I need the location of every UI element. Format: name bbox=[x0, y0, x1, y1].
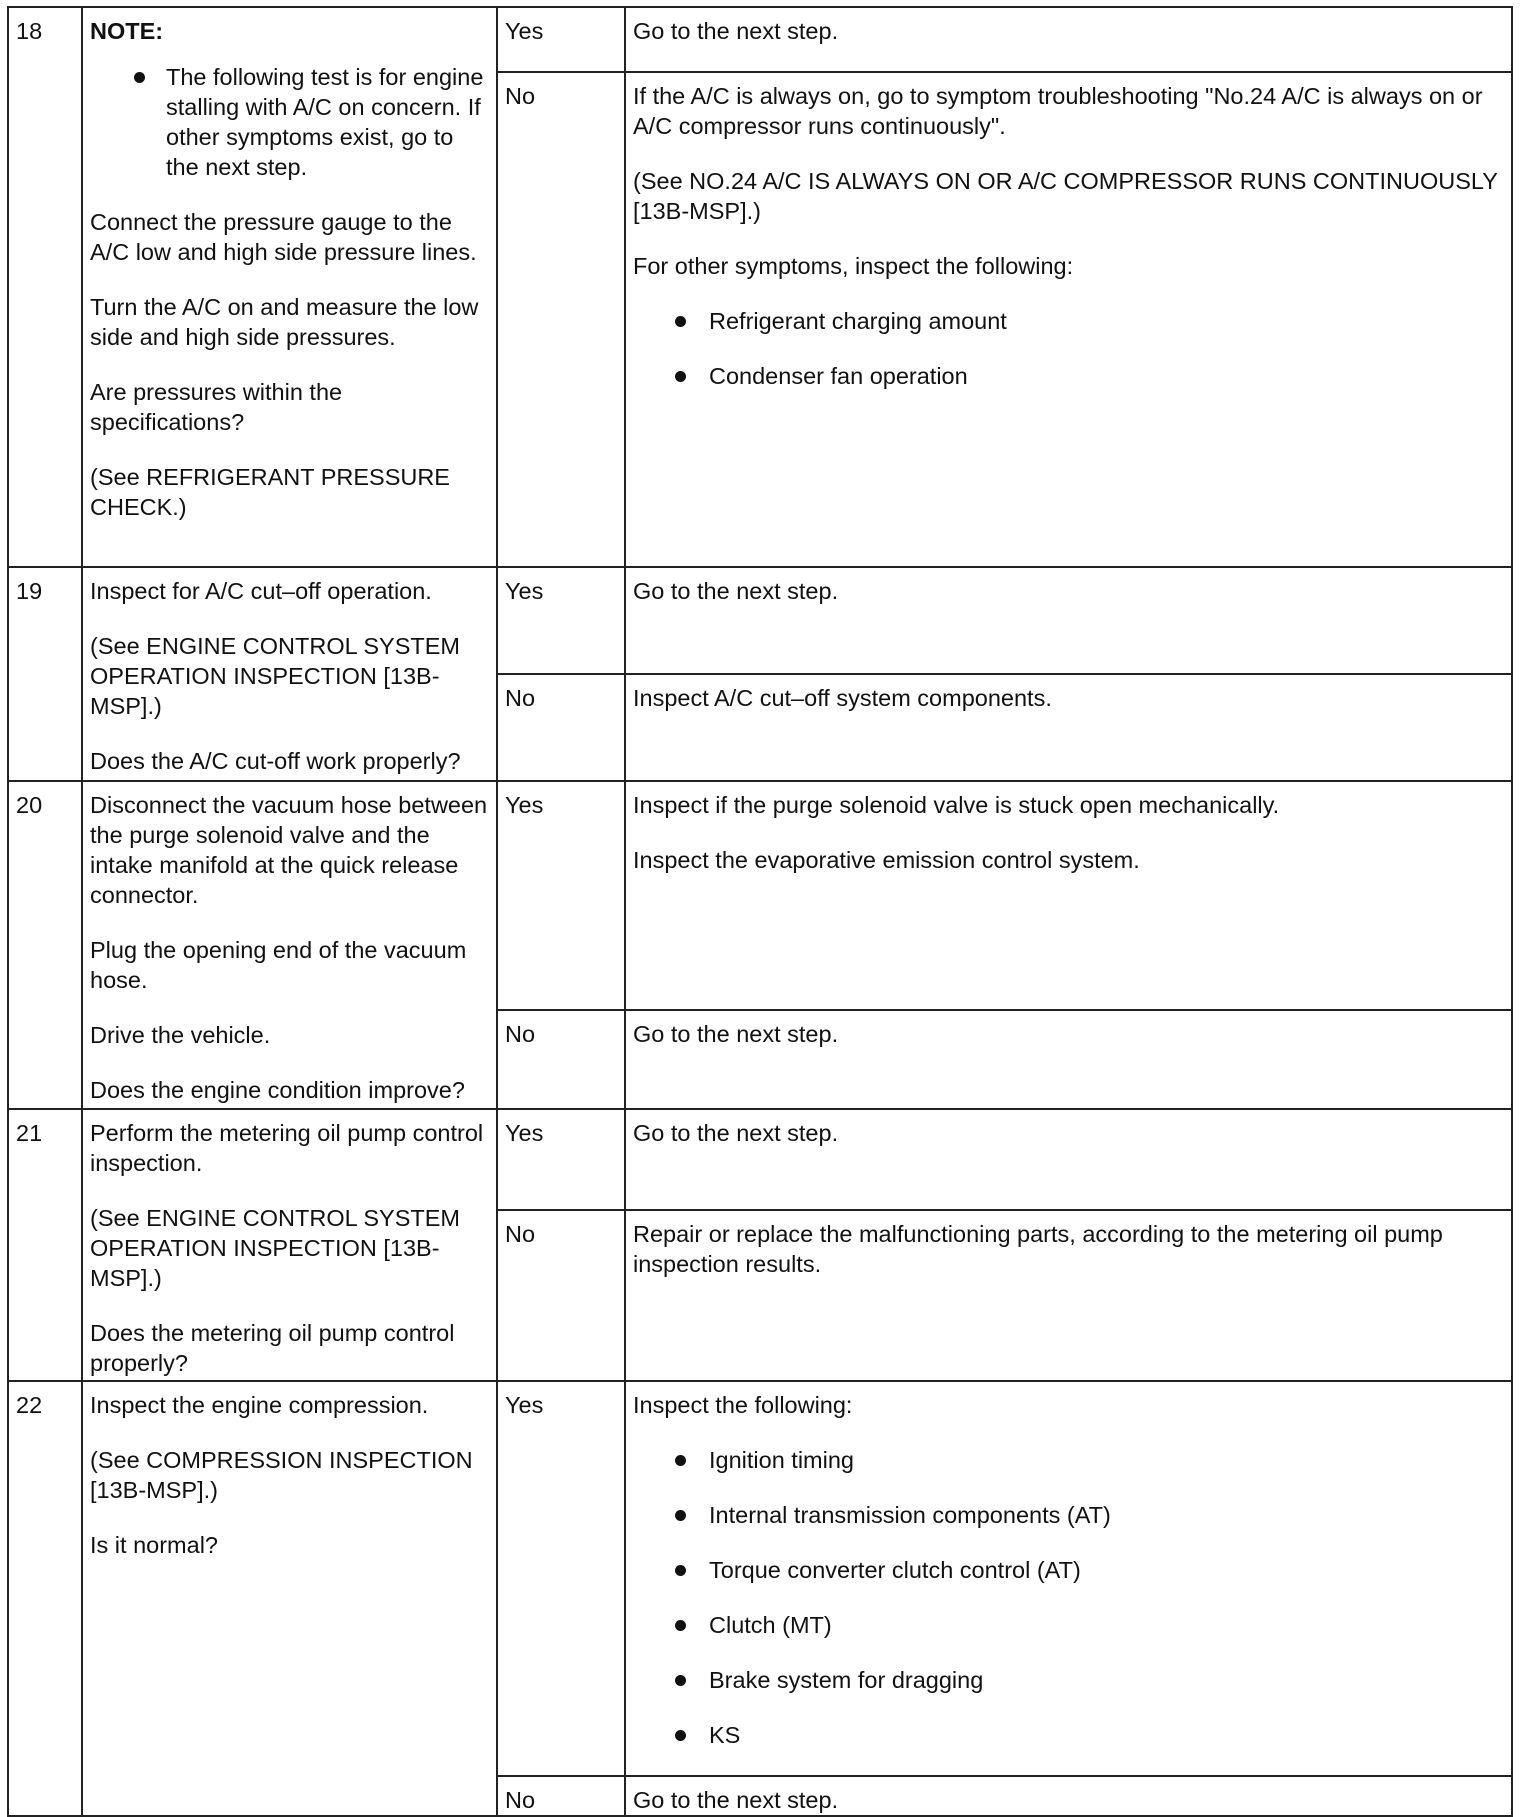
answer-yes: Yes bbox=[497, 1109, 625, 1210]
result-item-text: Refrigerant charging amount bbox=[709, 308, 1007, 334]
result-no bbox=[625, 72, 1512, 567]
result-item bbox=[633, 1445, 1504, 1475]
note-text: The following test is for engine stalling with A/C on concern. If other symptoms exist, go to the next step. bbox=[166, 64, 484, 180]
result-yes: Go to the next step. bbox=[625, 7, 1512, 72]
step-action bbox=[82, 781, 497, 1109]
step-number: 19 bbox=[8, 567, 82, 781]
result-item-text: Brake system for dragging bbox=[709, 1667, 984, 1693]
answer-no: No bbox=[497, 1010, 625, 1109]
result-text: Inspect the following: bbox=[633, 1392, 853, 1418]
result-list bbox=[633, 306, 1504, 391]
action-question: Does the engine condition improve? bbox=[90, 1077, 465, 1103]
step-action bbox=[82, 567, 497, 781]
action-text: Connect the pressure gauge to the A/C low and high side pressure lines. bbox=[90, 209, 477, 265]
answer-yes: Yes bbox=[497, 781, 625, 1010]
step-21-yes-row bbox=[8, 1109, 1512, 1210]
step-action bbox=[82, 7, 497, 567]
action-question: Does the A/C cut-off work properly? bbox=[90, 748, 461, 774]
action-text: Turn the A/C on and measure the low side and high side pressures. bbox=[90, 294, 479, 350]
result-yes: Go to the next step. bbox=[625, 1109, 1512, 1210]
result-item-text: KS bbox=[709, 1722, 741, 1748]
result-text: If the A/C is always on, go to symptom troubleshooting "No.24 A/C is always on or A/C compressor runs continuously". bbox=[633, 83, 1483, 139]
action-text: Disconnect the vacuum hose between the purge solenoid valve and the intake manifold at the quick release connector. bbox=[90, 792, 488, 908]
answer-no: No bbox=[497, 1210, 625, 1381]
note-item bbox=[90, 62, 489, 182]
result-item bbox=[633, 1500, 1504, 1530]
result-reference: (See NO.24 A/C IS ALWAYS ON OR A/C COMPRESSOR RUNS CONTINUOUSLY [13B-MSP].) bbox=[633, 168, 1498, 224]
action-reference: (See ENGINE CONTROL SYSTEM OPERATION INSPECTION [13B-MSP].) bbox=[90, 633, 460, 719]
action-text: Inspect for A/C cut–off operation. bbox=[90, 578, 432, 604]
step-action bbox=[82, 1109, 497, 1381]
step-18-yes-row bbox=[8, 7, 1512, 72]
answer-no: No bbox=[497, 674, 625, 781]
result-text: Inspect the evaporative emission control system. bbox=[633, 847, 1140, 873]
result-item-text: Internal transmission components (AT) bbox=[709, 1502, 1111, 1528]
action-question: Are pressures within the specifications? bbox=[90, 379, 343, 435]
action-text: Drive the vehicle. bbox=[90, 1022, 271, 1048]
action-question: Does the metering oil pump control properly? bbox=[90, 1320, 455, 1376]
action-text: Inspect the engine compression. bbox=[90, 1392, 429, 1418]
result-item-text: Condenser fan operation bbox=[709, 363, 968, 389]
step-number: 21 bbox=[8, 1109, 82, 1381]
action-reference: (See ENGINE CONTROL SYSTEM OPERATION INSPECTION [13B-MSP].) bbox=[90, 1205, 460, 1291]
result-yes: Go to the next step. bbox=[625, 567, 1512, 674]
step-22-yes-row bbox=[8, 1381, 1512, 1776]
answer-yes: Yes bbox=[497, 7, 625, 72]
bullet-icon bbox=[675, 1675, 686, 1686]
result-item-text: Clutch (MT) bbox=[709, 1612, 832, 1638]
bullet-icon bbox=[675, 1730, 686, 1741]
result-item-text: Ignition timing bbox=[709, 1447, 854, 1473]
answer-yes: Yes bbox=[497, 1381, 625, 1776]
answer-no: No bbox=[497, 1776, 625, 1816]
answer-no: No bbox=[497, 72, 625, 567]
action-text: Plug the opening end of the vacuum hose. bbox=[90, 937, 467, 993]
troubleshooting-table bbox=[7, 6, 1513, 1817]
action-reference: (See COMPRESSION INSPECTION [13B-MSP].) bbox=[90, 1447, 473, 1503]
result-text: For other symptoms, inspect the following: bbox=[633, 253, 1074, 279]
bullet-icon bbox=[675, 1620, 686, 1631]
result-item bbox=[633, 306, 1504, 336]
step-action bbox=[82, 1381, 497, 1816]
result-no: Go to the next step. bbox=[625, 1776, 1512, 1816]
note-title: NOTE: bbox=[90, 18, 164, 44]
result-no: Go to the next step. bbox=[625, 1010, 1512, 1109]
step-20-yes-row bbox=[8, 781, 1512, 1010]
result-item bbox=[633, 1665, 1504, 1695]
step-number: 22 bbox=[8, 1381, 82, 1816]
answer-yes: Yes bbox=[497, 567, 625, 674]
result-item bbox=[633, 361, 1504, 391]
result-no: Inspect A/C cut–off system components. bbox=[625, 674, 1512, 781]
action-reference: (See REFRIGERANT PRESSURE CHECK.) bbox=[90, 464, 450, 520]
result-yes bbox=[625, 1381, 1512, 1776]
result-item bbox=[633, 1555, 1504, 1585]
bullet-icon bbox=[675, 1565, 686, 1576]
result-list bbox=[633, 1445, 1504, 1750]
result-item-text: Torque converter clutch control (AT) bbox=[709, 1557, 1081, 1583]
bullet-icon bbox=[675, 1455, 686, 1466]
step-number: 18 bbox=[8, 7, 82, 567]
step-number: 20 bbox=[8, 781, 82, 1109]
result-no: Repair or replace the malfunctioning parts, according to the metering oil pump inspection results. bbox=[625, 1210, 1512, 1381]
action-text: Perform the metering oil pump control inspection. bbox=[90, 1120, 484, 1176]
result-item bbox=[633, 1610, 1504, 1640]
action-question: Is it normal? bbox=[90, 1532, 218, 1558]
result-text: Inspect if the purge solenoid valve is stuck open mechanically. bbox=[633, 792, 1280, 818]
step-19-yes-row bbox=[8, 567, 1512, 674]
bullet-icon bbox=[675, 1510, 686, 1521]
result-item bbox=[633, 1720, 1504, 1750]
bullet-icon bbox=[675, 371, 686, 382]
result-yes bbox=[625, 781, 1512, 1010]
bullet-icon bbox=[675, 316, 686, 327]
bullet-icon bbox=[134, 72, 145, 83]
note-list bbox=[90, 62, 489, 182]
